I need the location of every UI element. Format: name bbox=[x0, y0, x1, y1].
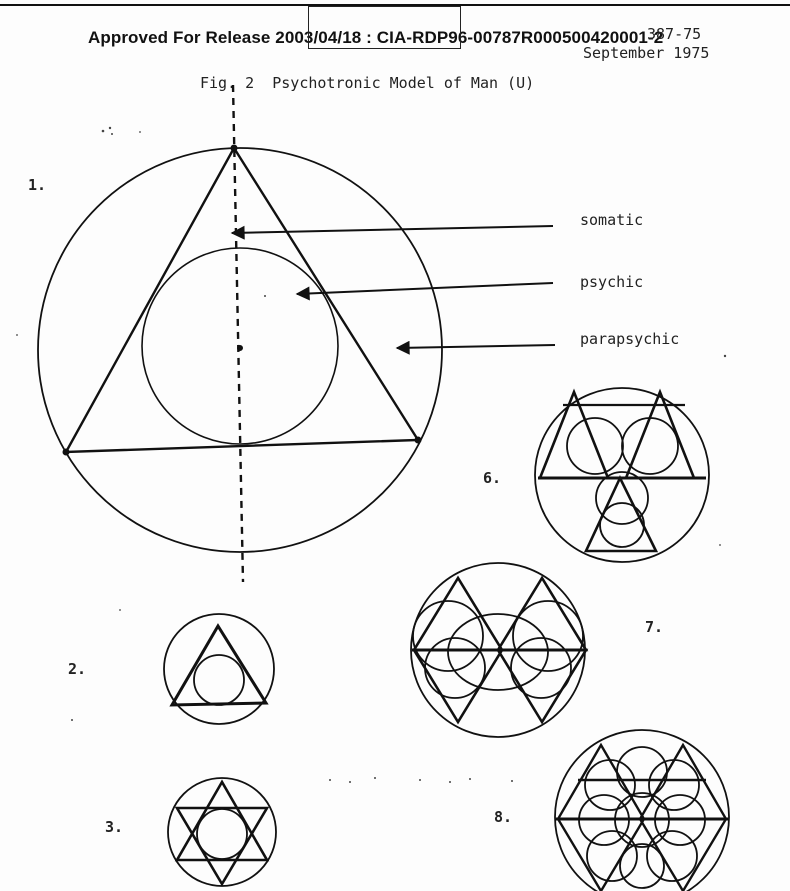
model-2-diagram bbox=[164, 614, 274, 724]
model-8-diagram bbox=[555, 730, 729, 891]
figure-number-7: 7. bbox=[645, 618, 664, 636]
figure-number-6: 6. bbox=[483, 469, 502, 487]
figure-number-2: 2. bbox=[68, 660, 87, 678]
somatic-label: somatic bbox=[580, 211, 644, 229]
psychic-arrow bbox=[297, 283, 553, 294]
model-7-diagram bbox=[411, 563, 586, 737]
model-3-diagram bbox=[168, 778, 276, 886]
document-date: September 1975 bbox=[583, 44, 710, 62]
release-stamp: Approved For Release 2003/04/18 : CIA-RDP96-00787R000500420001-2 bbox=[88, 28, 664, 47]
figure-number-8: 8. bbox=[494, 808, 513, 826]
model-6-diagram bbox=[535, 388, 709, 562]
somatic-triangle bbox=[66, 148, 418, 452]
parapsychic-arrow bbox=[397, 345, 555, 348]
figure-title: Fig. 2 Psychotronic Model of Man (U) bbox=[200, 74, 535, 92]
somatic-arrow bbox=[232, 226, 553, 233]
model-1-diagram bbox=[38, 85, 555, 582]
parapsychic-label: parapsychic bbox=[580, 330, 680, 348]
document-number: 387-75 bbox=[647, 25, 702, 43]
psychic-label: psychic bbox=[580, 273, 644, 291]
figure-number-3: 3. bbox=[105, 818, 124, 836]
figure-number-1: 1. bbox=[28, 176, 47, 194]
